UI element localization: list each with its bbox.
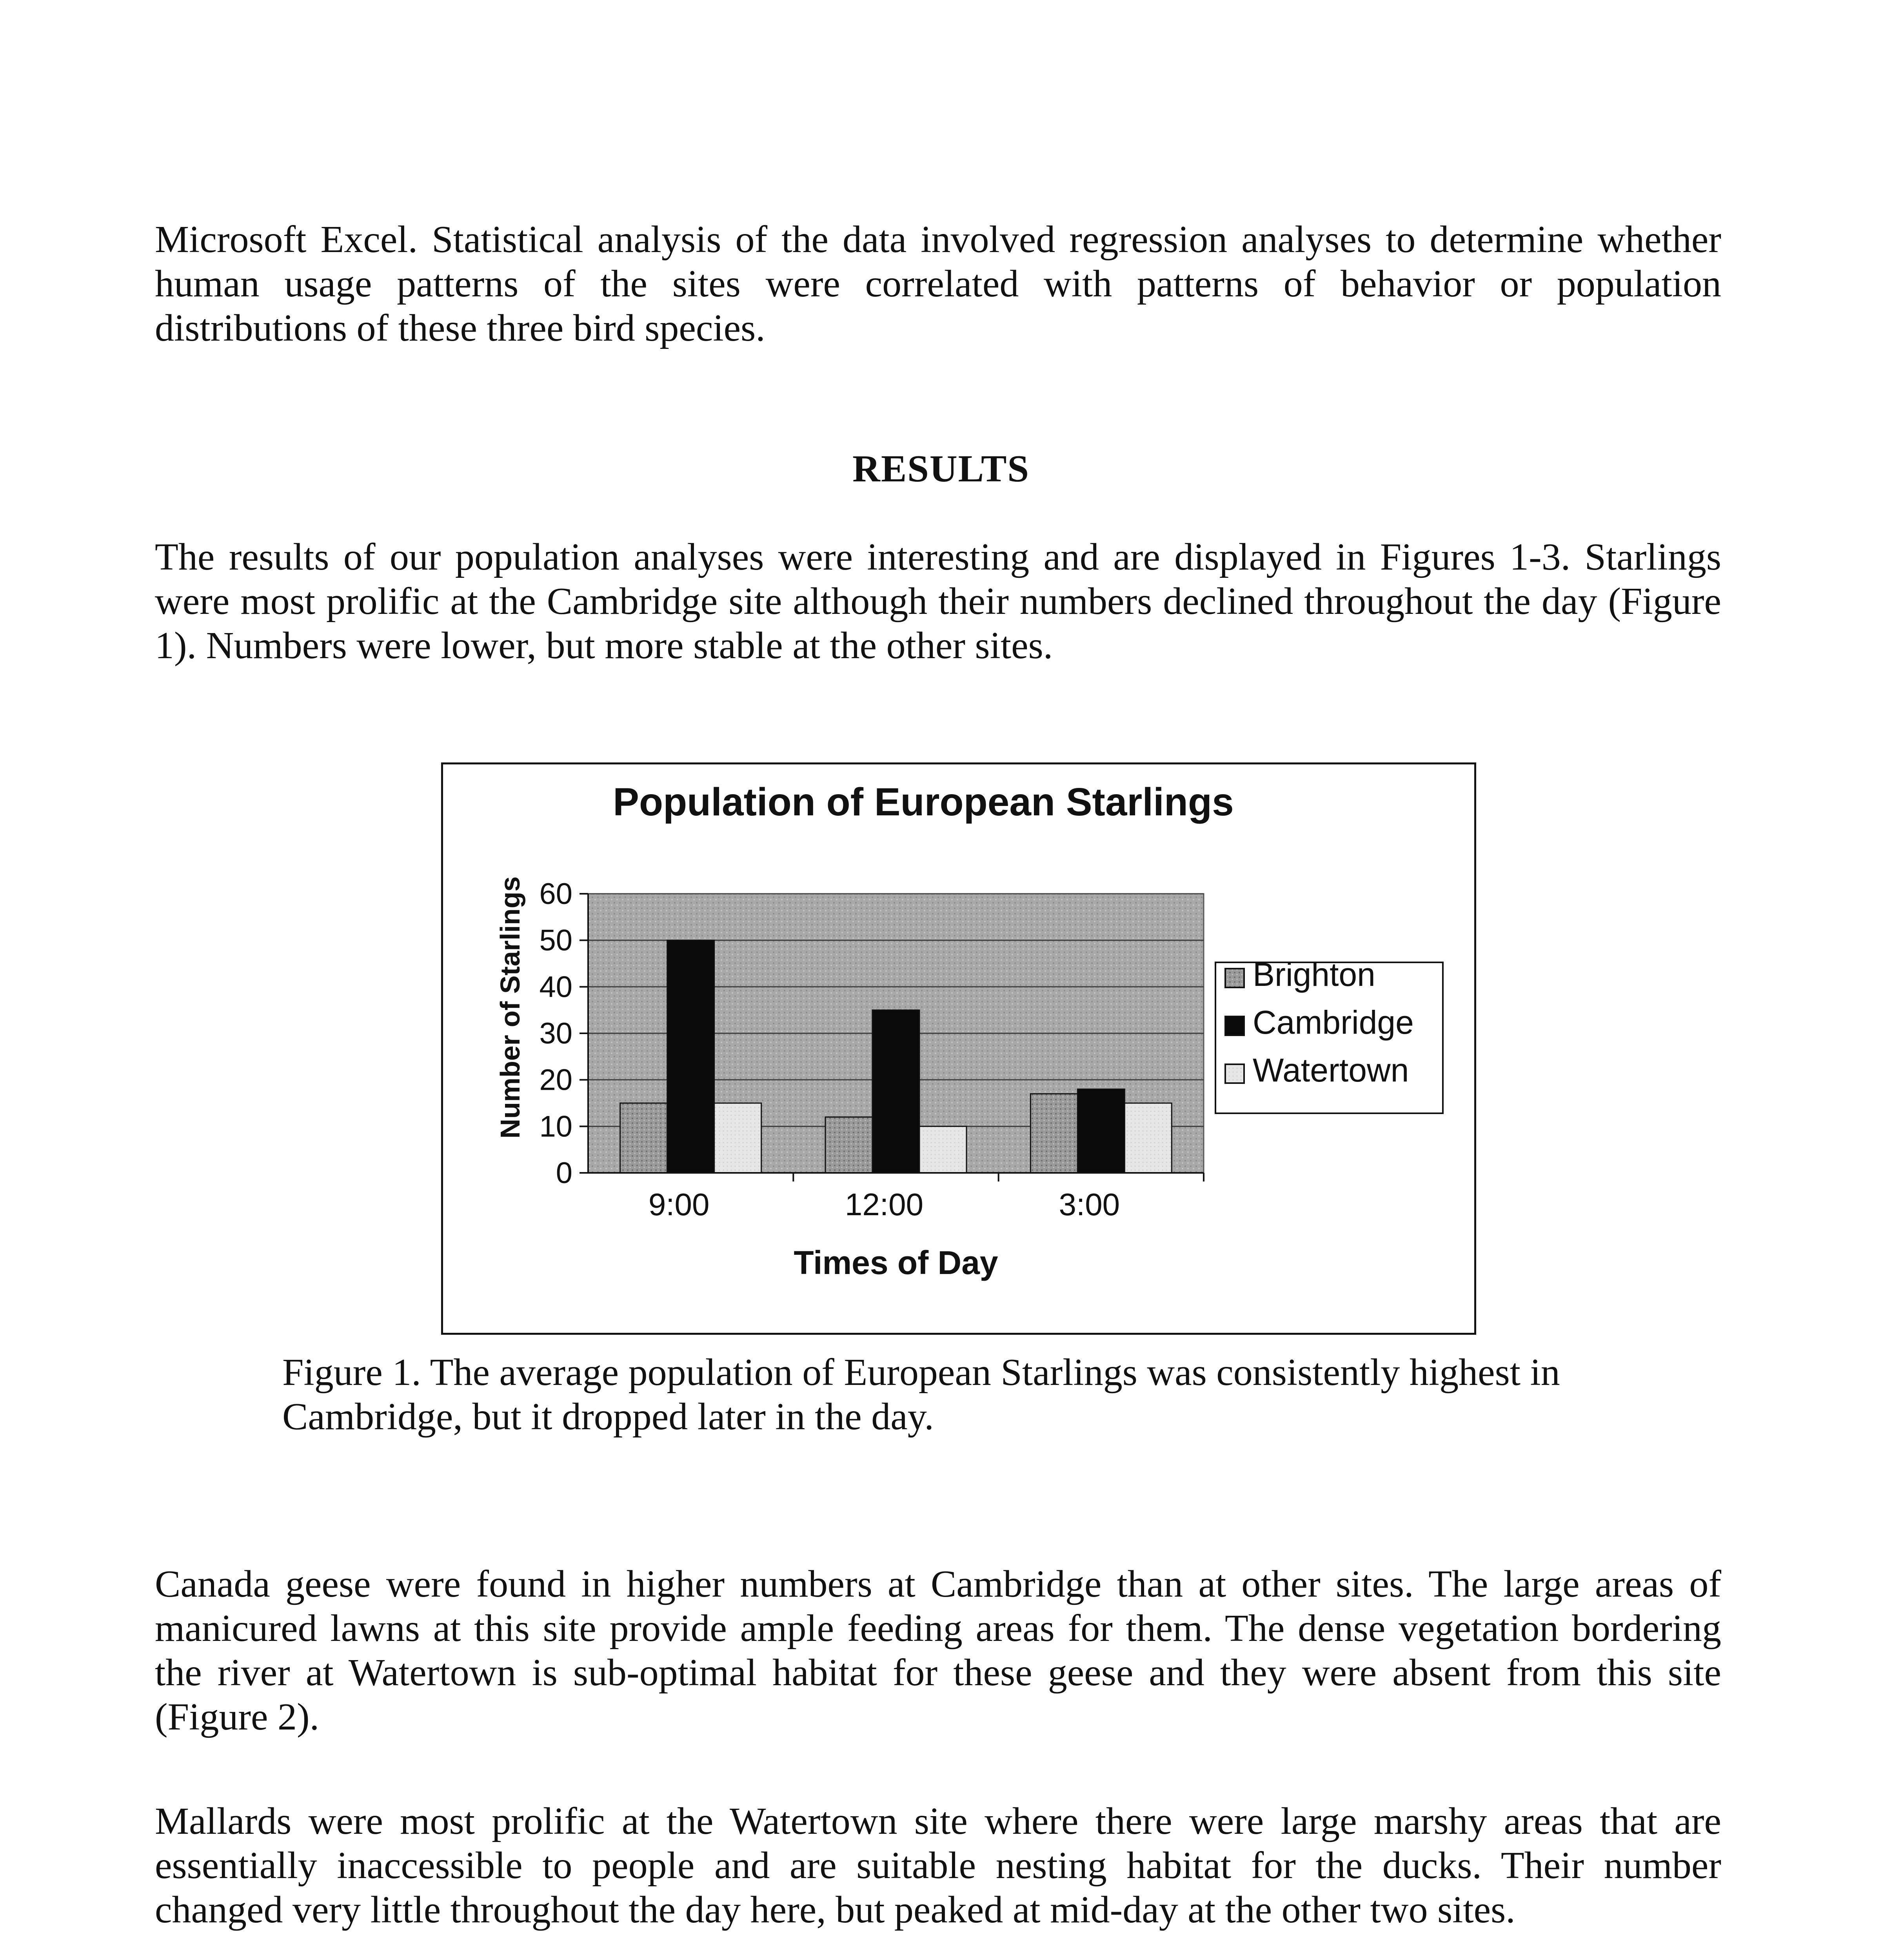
intro-paragraph: Microsoft Excel. Statistical analysis of the data involved regression analyses to determine whether human usage patterns of the sites were correlated with patterns of behavior or population distributions of these three bird species. bbox=[155, 218, 1721, 349]
figure-caption: Figure 1. The average population of European Starlings was consistently highest in Cambridge, but it dropped later in the day. bbox=[282, 1351, 1560, 1438]
bar-watertown-1 bbox=[919, 1126, 966, 1173]
y-tick-label: 40 bbox=[539, 970, 572, 1004]
bar-brighton-2 bbox=[1030, 1094, 1077, 1173]
results-heading: RESULTS bbox=[852, 448, 1030, 490]
bar-chart bbox=[443, 764, 1478, 1337]
legend-swatch-brighton bbox=[1225, 969, 1244, 987]
x-axis-ticks bbox=[649, 1173, 1204, 1222]
x-tick-label: 3:00 bbox=[1059, 1187, 1120, 1222]
legend-label-brighton: Brighton bbox=[1253, 956, 1375, 993]
chart-title: Population of European Starlings bbox=[613, 780, 1234, 824]
y-tick-label: 20 bbox=[539, 1063, 572, 1097]
x-tick-label: 9:00 bbox=[648, 1187, 710, 1222]
y-tick-label: 60 bbox=[539, 877, 572, 911]
legend-swatch-cambridge bbox=[1225, 1016, 1244, 1035]
geese-paragraph: Canada geese were found in higher numbers at Cambridge than at other sites. The large areas of manicured lawns at this site provide ample feeding areas for them. The dense vegetation bordering the river at Watertown is sub-optimal habitat for these geese and they were absent from this site (Figure 2). bbox=[155, 1563, 1721, 1738]
x-axis-label: Times of Day bbox=[794, 1244, 998, 1281]
bar-cambridge-1 bbox=[872, 1010, 919, 1173]
bar-brighton-0 bbox=[620, 1103, 667, 1173]
legend-label-cambridge: Cambridge bbox=[1253, 1004, 1414, 1041]
y-axis-label: Number of Starlings bbox=[495, 876, 525, 1139]
figure-1-chart bbox=[441, 762, 1476, 1335]
mallards-paragraph: Mallards were most prolific at the Watertown site where there were large marshy areas that are essentially inaccessible to people and are suitable nesting habitat for the ducks. Their number changed very little throughout the day here, but peaked at mid-day at the other two sites. bbox=[155, 1800, 1721, 1931]
y-axis-ticks bbox=[539, 877, 588, 1190]
legend-swatch-watertown bbox=[1225, 1064, 1244, 1083]
bar-watertown-2 bbox=[1124, 1103, 1172, 1173]
y-tick-label: 50 bbox=[539, 924, 572, 957]
y-tick-label: 10 bbox=[539, 1110, 572, 1143]
x-tick-label: 12:00 bbox=[845, 1187, 924, 1222]
bar-cambridge-0 bbox=[667, 940, 714, 1173]
y-tick-label: 30 bbox=[539, 1017, 572, 1050]
bar-cambridge-2 bbox=[1077, 1089, 1124, 1173]
chart-legend bbox=[1215, 956, 1443, 1113]
bar-brighton-1 bbox=[825, 1117, 872, 1173]
results-paragraph: The results of our population analyses were interesting and are displayed in Figures 1-3. Starlings were most prolific at the Cambridge site although their numbers declined throughout the day (Figure 1). Numbers were lower, but more stable at the other sites. bbox=[155, 536, 1721, 667]
y-tick-label: 0 bbox=[556, 1156, 572, 1190]
bar-watertown-0 bbox=[714, 1103, 761, 1173]
legend-label-watertown: Watertown bbox=[1253, 1052, 1409, 1089]
